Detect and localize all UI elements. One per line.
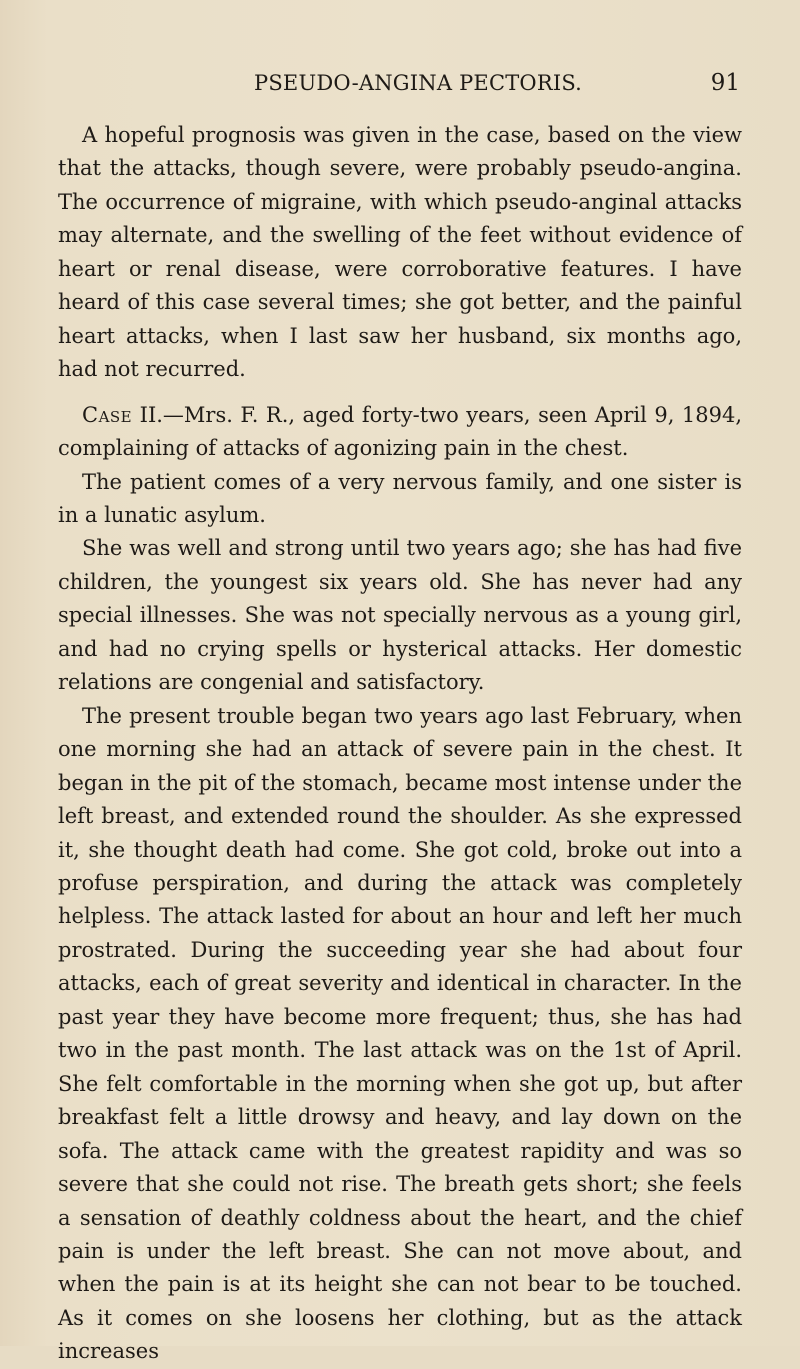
running-head: PSEUDO-ANGINA PECTORIS. xyxy=(254,71,583,95)
page-number: 91 xyxy=(710,70,740,96)
case-heading-paragraph xyxy=(58,399,742,466)
paragraph: She was well and strong until two years ago; she has had five children, the youngest six years old. She has never had any special illnesses. She was not specially nervous as a young girl, and had no crying spells or hysterical attacks. Her domestic relations are congenial and satisfactory. xyxy=(58,536,742,695)
paragraph: A hopeful prognosis was given in the case, based on the view that the attacks, though severe, were probably pseudo-angina. The occurrence of migraine, with which pseudo-anginal attacks may alternate, and the swelling of the feet without evidence of heart or renal disease, were corroborative features. I have heard of this case several times; she got better, and the painful heart attacks, when I last saw her husband, six months ago, had not recurred. xyxy=(58,123,742,382)
case-label: Case xyxy=(82,402,133,427)
body-text xyxy=(58,119,742,1369)
page-header xyxy=(0,68,800,98)
paragraph: The present trouble began two years ago last February, when one morning she had an attack of severe pain in the chest. It began in the pit of the stomach, became most intense under the left breast, and extended round the shoulder. As she expressed it, she thought death had come. She got cold, broke out into a profuse perspiration, and during the attack was completely helpless. The attack lasted for about an hour and left her much prostrated. During the succeeding year she had about four attacks, each of great severity and identical in character. In the past year they have become more frequent; thus, she has had two in the past month. The last attack was on the 1st of April. She felt comfortable in the morning when she got up, but after breakfast felt a little drowsy and heavy, and lay down on the sofa. The attack came with the greatest rapidity and was so severe that she could not rise. The breath gets short; she feels a sensation of deathly coldness about the heart, and the chief pain is under the left breast. She can not move about, and when the pain is at its height she can not bear to be touched. As it comes on she loosens her clothing, but as the attack increases xyxy=(58,703,742,1364)
case-heading-text: II.—Mrs. F. R., aged forty-two years, seen April 9, 1894, complaining of attacks of agonizing pain in the chest. xyxy=(58,402,742,461)
paragraph: The patient comes of a very nervous family, and one sister is in a lunatic asylum. xyxy=(58,469,742,527)
